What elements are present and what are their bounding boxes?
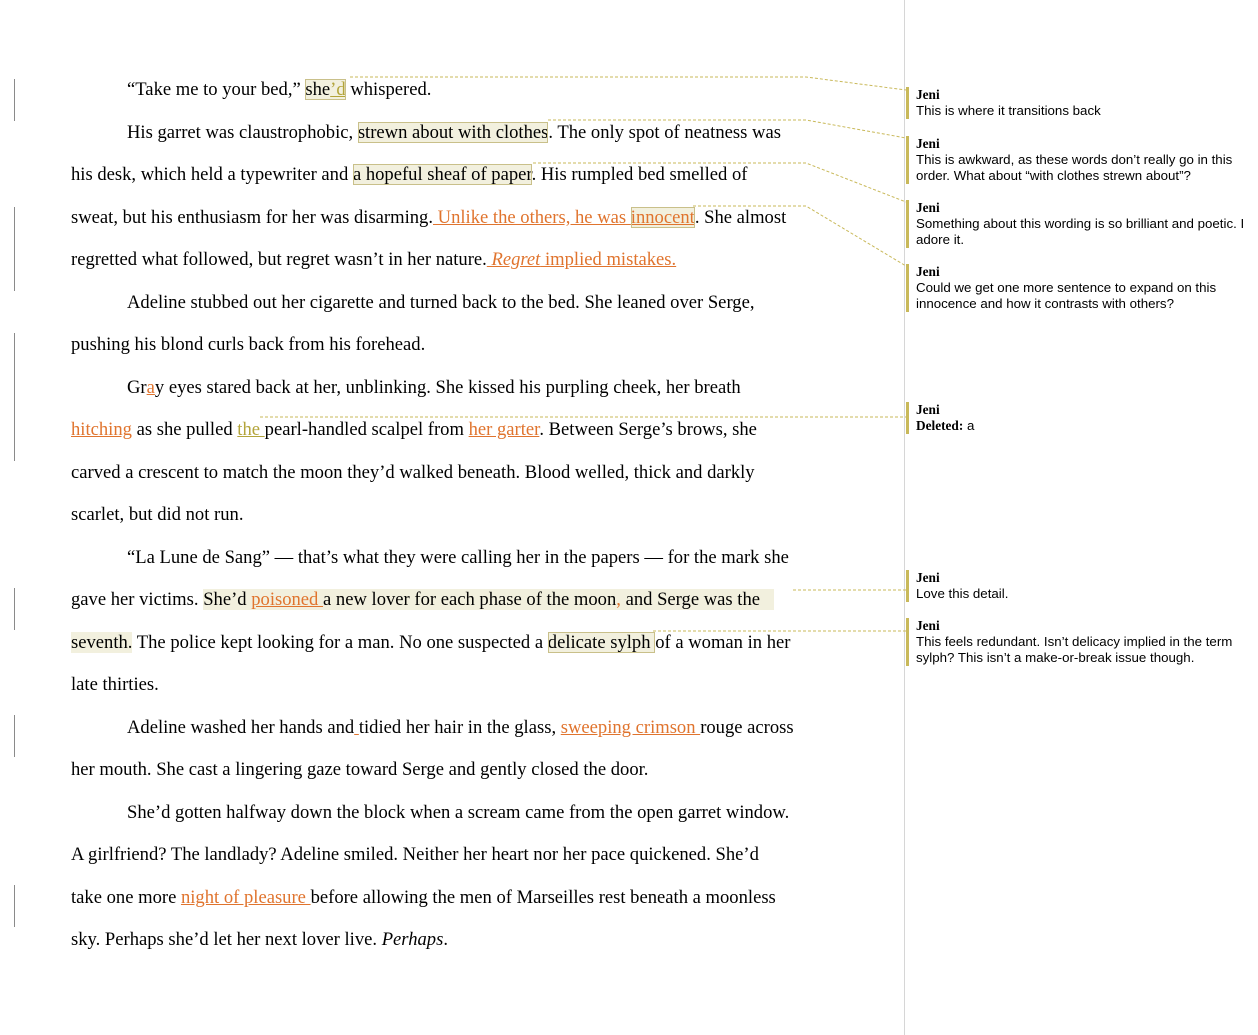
comment-text: This feels redundant. Isn’t delicacy implied in the term sylph? This isn’t a make-or-break issue though. (916, 634, 1233, 665)
text-run: A girlfriend? The landlady? Adeline smiled. Neither her heart nor her pace quickened. She’d (71, 844, 759, 865)
text-run: . The only spot of neatness was (548, 122, 781, 143)
text-line[interactable] (127, 79, 431, 101)
text-run: . (443, 929, 448, 950)
comment-author: Jeni (916, 264, 940, 279)
text-run: as she pulled (131, 419, 238, 440)
text-line[interactable] (71, 462, 755, 484)
text-line[interactable] (71, 249, 676, 271)
text-line[interactable] (71, 929, 448, 951)
text-run: scarlet, but did not run. (71, 504, 244, 525)
inserted-text[interactable]: implied mistakes. (540, 249, 677, 270)
commented-text[interactable]: a hopeful sheaf of paper (352, 164, 532, 185)
inserted-text[interactable]: the (237, 419, 265, 440)
text-run: before allowing the men of Marseilles rest beneath a moonless (310, 887, 776, 908)
comment-author: Jeni (916, 136, 940, 151)
inserted-text[interactable]: Regret (486, 249, 541, 270)
comment-text (916, 418, 1256, 434)
text-line[interactable] (127, 122, 781, 144)
comment-balloon[interactable] (906, 200, 1256, 248)
text-run: carved a crescent to match the moon they’d walked beneath. Blood welled, thick and darkly (71, 462, 755, 483)
text-run: whispered. (345, 79, 432, 100)
text-line[interactable] (71, 419, 757, 441)
comment-author: Jeni (916, 570, 940, 585)
comment-author: Jeni (916, 402, 940, 417)
text-run: late thirties. (71, 674, 159, 695)
comment-text: Love this detail. (916, 586, 1009, 601)
text-run: sky. Perhaps she’d let her next lover live. (71, 929, 382, 950)
inserted-text[interactable]: , (616, 589, 621, 610)
text-line[interactable] (127, 802, 789, 824)
text-run: rouge across (700, 717, 794, 738)
text-line[interactable] (127, 547, 789, 569)
text-run: gave her victims. (71, 589, 204, 610)
comment-balloon[interactable] (906, 618, 1256, 666)
commented-text[interactable] (305, 79, 345, 100)
text-line[interactable] (71, 334, 425, 356)
commented-text[interactable]: seventh. (71, 632, 133, 653)
text-run: . Between Serge’s brows, she (539, 419, 757, 440)
text-run: “Take me to your bed,” (127, 79, 306, 100)
text-run: The police kept looking for a man. No one suspected a (132, 632, 548, 653)
deletion-balloon[interactable] (906, 402, 1256, 434)
commented-text[interactable]: strewn about with clothes (357, 122, 549, 143)
comment-text: Something about this wording is so brilliant and poetic. I adore it. (916, 216, 1245, 247)
text-line[interactable] (71, 504, 243, 526)
text-run: She’d (203, 589, 252, 610)
text-line[interactable] (127, 717, 794, 739)
text-run: His garret was claustrophobic, (127, 122, 358, 143)
inserted-text[interactable]: hitching (71, 419, 132, 440)
comment-text: This is awkward, as these words don’t really go in this order. What about “with clothes strewn about”? (916, 152, 1233, 183)
comment-author: Jeni (916, 87, 940, 102)
comment-balloon[interactable] (906, 570, 1256, 602)
text-run: pearl-handled scalpel from (264, 419, 469, 440)
text-run: Perhaps (381, 929, 444, 950)
text-line[interactable] (127, 377, 741, 399)
text-run: regretted what followed, but regret wasn’t in her nature. (71, 249, 487, 270)
text-run: take one more (71, 887, 181, 908)
comment-author: Jeni (916, 618, 940, 633)
commented-text[interactable] (203, 589, 774, 610)
deleted-label: Deleted: (916, 418, 964, 433)
change-bar (14, 588, 15, 630)
change-bar (14, 207, 15, 291)
comment-balloon[interactable] (906, 264, 1256, 312)
comment-author: Jeni (916, 200, 940, 215)
inserted-text[interactable]: a (146, 377, 155, 398)
change-bar (14, 333, 15, 461)
inserted-text[interactable]: Unlike the others, he was (433, 207, 631, 228)
commented-text[interactable]: innocent (630, 207, 695, 228)
text-run: “La Lune de Sang” — that’s what they were calling her in the papers — for the mark she (127, 547, 789, 568)
text-line[interactable] (71, 207, 786, 229)
inserted-text[interactable]: poisoned (251, 589, 324, 610)
comment-text: Could we get one more sentence to expand on this innocence and how it contrasts with others? (916, 280, 1217, 311)
text-line[interactable] (71, 674, 159, 696)
deleted-text: a (963, 418, 975, 433)
text-run: She’d gotten halfway down the block when a scream came from the open garret window. (127, 802, 790, 823)
comment-balloon[interactable] (906, 136, 1256, 184)
text-run: his desk, which held a typewriter and (71, 164, 353, 185)
text-run: sweat, but his enthusiasm for her was disarming. (71, 207, 433, 228)
text-run: pushing his blond curls back from his forehead. (71, 334, 426, 355)
comment-pane-divider (904, 0, 905, 1035)
text-run: a new lover for each phase of the moon (323, 589, 617, 610)
text-line[interactable] (71, 844, 759, 866)
text-line[interactable] (127, 292, 755, 314)
text-run: tidied her hair in the glass, (358, 717, 561, 738)
text-run: . She almost (694, 207, 787, 228)
text-run: y eyes stared back at her, unblinking. She kissed his purpling cheek, her breath (154, 377, 741, 398)
change-bar (14, 885, 15, 927)
comment-text: This is where it transitions back (916, 103, 1101, 118)
text-run: . His rumpled bed smelled of (531, 164, 748, 185)
text-run: and Serge was the (620, 589, 761, 610)
text-run: Adeline washed her hands and (127, 717, 355, 738)
inserted-text[interactable]: night of pleasure (180, 887, 311, 908)
change-bar (14, 79, 15, 121)
text-line[interactable] (71, 887, 776, 909)
text-line[interactable] (71, 589, 774, 611)
text-run: Adeline stubbed out her cigarette and turned back to the bed. She leaned over Serge, (127, 292, 755, 313)
commented-text[interactable]: delicate sylph (547, 632, 656, 653)
text-line[interactable] (71, 164, 747, 186)
text-run: her mouth. She cast a lingering gaze toward Serge and gently closed the door. (71, 759, 649, 780)
inserted-text[interactable]: sweeping crimson (560, 717, 701, 738)
comment-balloon[interactable] (906, 87, 1256, 119)
inserted-text[interactable]: ’d (330, 79, 346, 100)
text-run: she (305, 79, 331, 100)
text-line[interactable] (71, 759, 648, 781)
inserted-text[interactable]: her garter (468, 419, 540, 440)
text-line[interactable] (71, 632, 790, 654)
text-run: Gr (127, 377, 147, 398)
change-bar (14, 715, 15, 757)
text-run: of a woman in her (655, 632, 791, 653)
